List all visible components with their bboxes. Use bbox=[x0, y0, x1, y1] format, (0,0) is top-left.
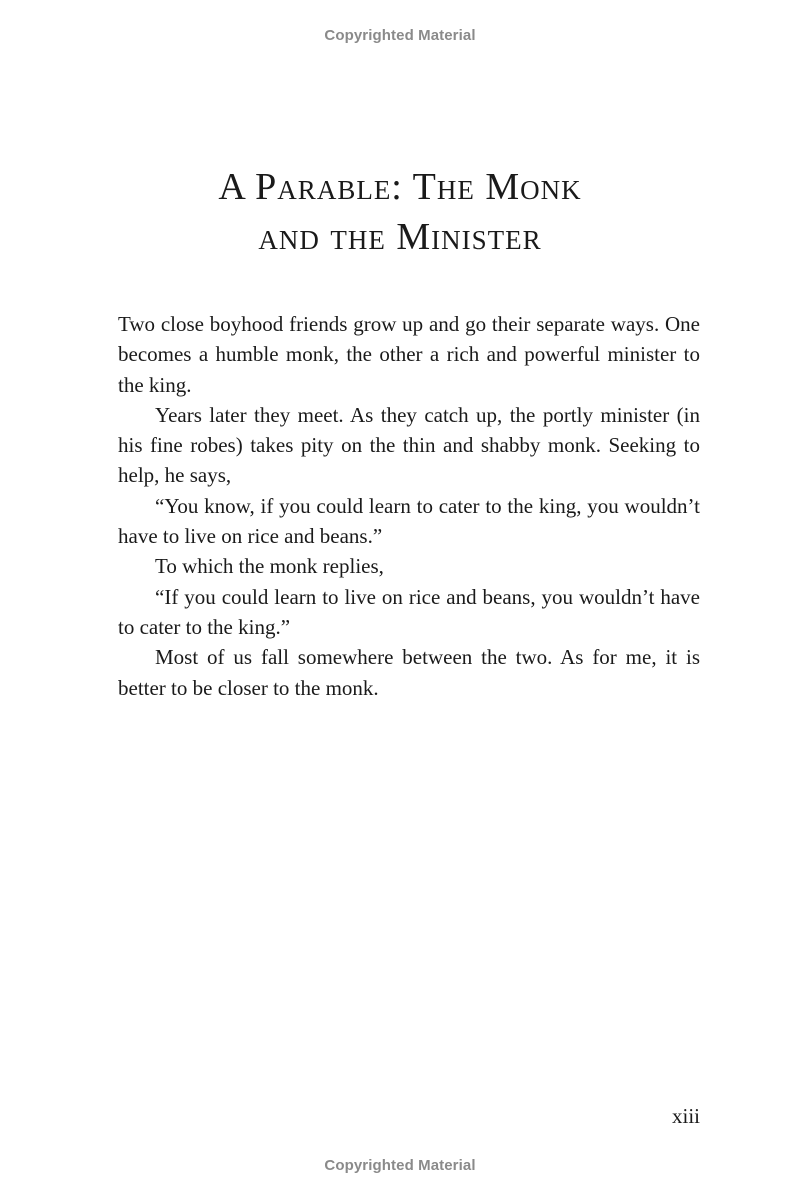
chapter-title bbox=[0, 162, 800, 262]
body-text bbox=[118, 309, 700, 703]
paragraph-6: Most of us fall somewhere between the two. As for me, it is better to be closer to the monk. bbox=[118, 645, 700, 700]
copyright-watermark-bottom: Copyrighted Material bbox=[324, 1157, 476, 1174]
chapter-title-line-1: A Parable: The Monk bbox=[218, 166, 582, 208]
paragraph-5: “If you could learn to live on rice and beans, you wouldn’t have to cater to the king.” bbox=[118, 584, 700, 639]
paragraph-2: Years later they meet. As they catch up, the portly minister (in his fine robes) takes pity on the thin and shabby monk. Seeking to help, he says, bbox=[118, 402, 700, 488]
paragraph-1: Two close boyhood friends grow up and go their separate ways. One becomes a humble monk, the other a rich and powerful minister to the king. bbox=[118, 312, 700, 397]
page-number: xiii bbox=[671, 1104, 700, 1128]
paragraph-3: “You know, if you could learn to cater to the king, you wouldn’t have to live on rice and beans.” bbox=[118, 493, 700, 549]
chapter-title-line-2: and the Minister bbox=[258, 216, 542, 258]
paragraph-4: To which the monk replies, bbox=[155, 554, 384, 579]
copyright-watermark-top: Copyrighted Material bbox=[324, 27, 476, 44]
